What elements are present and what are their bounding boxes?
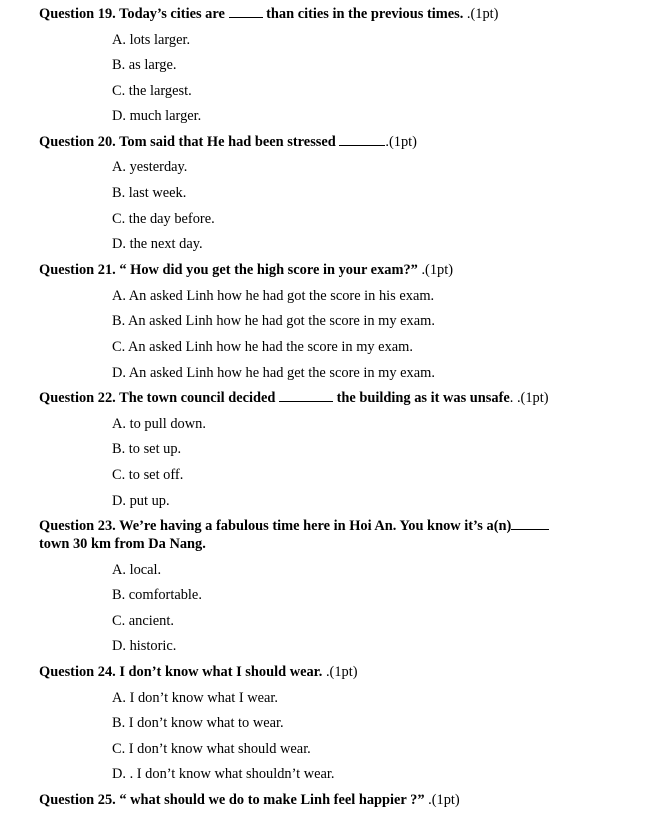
question-22-points: . .(1pt)	[509, 390, 549, 406]
question-19-stem	[39, 5, 498, 23]
question-20-stem	[39, 133, 417, 151]
question-23-stem-line1	[39, 517, 549, 535]
question-21-text: Question 21. “ How did you get the high score in your exam?”	[39, 262, 422, 278]
option-24-b: B. I don’t know what to wear.	[112, 715, 284, 731]
option-22-b: B. to set up.	[112, 441, 182, 457]
question-22-text-after: the building as it was unsafe	[333, 390, 510, 406]
option-23-b: B. comfortable.	[112, 587, 202, 603]
option-20-d: D. the next day.	[112, 236, 203, 252]
answer-blank	[339, 133, 385, 146]
question-20-text-before: Question 20. Tom said that He had been stressed	[39, 134, 340, 150]
option-20-b: B. last week.	[112, 185, 187, 201]
option-19-a: A. lots larger.	[112, 32, 191, 48]
option-20-c: C. the day before.	[112, 211, 215, 227]
question-24-text: Question 24. I don’t know what I should wear.	[39, 664, 326, 680]
option-23-d: D. historic.	[112, 638, 177, 654]
option-19-b: B. as large.	[112, 57, 177, 73]
question-21-points: .(1pt)	[421, 262, 454, 278]
question-24-points: .(1pt)	[325, 664, 358, 680]
question-20-points: .(1pt)	[385, 134, 417, 150]
question-23-stem-line2	[39, 535, 206, 553]
option-24-c: C. I don’t know what should wear.	[112, 741, 311, 757]
option-19-c: C. the largest.	[112, 83, 192, 99]
question-24-stem	[39, 663, 358, 681]
option-21-c: C. An asked Linh how he had the score in my exam.	[112, 339, 413, 355]
question-25-stem	[39, 791, 460, 809]
question-19-text-before: Question 19. Today’s cities are	[39, 6, 229, 22]
option-23-a: A. local.	[112, 562, 162, 578]
option-22-a: A. to pull down.	[112, 416, 206, 432]
option-24-a: A. I don’t know what I wear.	[112, 690, 278, 706]
answer-blank	[511, 517, 549, 530]
question-23-text-line1: Question 23. We’re having a fabulous time here in Hoi An. You know it’s a(n)	[39, 518, 512, 534]
question-21-stem	[39, 261, 453, 279]
option-19-d: D. much larger.	[112, 108, 202, 124]
question-19-points: .(1pt)	[466, 6, 499, 22]
question-25-text: Question 25. “ what should we do to make Linh feel happier ?”	[39, 792, 429, 808]
option-21-a: A. An asked Linh how he had got the score in his exam.	[112, 288, 435, 304]
option-21-b: B. An asked Linh how he had got the score in my exam.	[112, 313, 435, 329]
option-22-c: C. to set off.	[112, 467, 184, 483]
option-23-c: C. ancient.	[112, 613, 174, 629]
question-23-text-line2: town 30 km from Da Nang.	[39, 536, 206, 552]
question-22-stem	[39, 389, 549, 407]
answer-blank	[279, 389, 333, 402]
option-22-d: D. put up.	[112, 493, 170, 509]
option-24-d: D. . I don’t know what shouldn’t wear.	[112, 766, 335, 782]
question-22-text-before: Question 22. The town council decided	[39, 390, 280, 406]
option-20-a: A. yesterday.	[112, 159, 188, 175]
option-21-d: D. An asked Linh how he had get the score in my exam.	[112, 365, 435, 381]
question-19-text-after: than cities in the previous times.	[262, 6, 467, 22]
answer-blank	[229, 5, 263, 18]
question-25-points: .(1pt)	[428, 792, 460, 808]
